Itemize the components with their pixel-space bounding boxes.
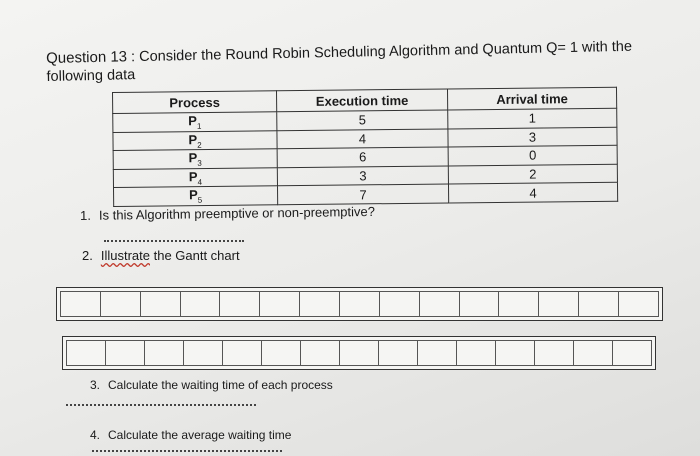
gantt-chart-row-1[interactable]	[56, 287, 663, 321]
header-execution-time: Execution time	[276, 89, 447, 112]
gantt-cell[interactable]	[101, 292, 141, 316]
cell-execution: 7	[277, 184, 448, 204]
cell-process: $P_3$	[113, 149, 277, 169]
gantt-cell[interactable]	[67, 341, 106, 365]
gantt-cell[interactable]	[141, 292, 181, 316]
question-item-3: 3. Calculate the waiting time of each process	[90, 378, 333, 392]
gantt-cell[interactable]	[340, 341, 379, 365]
gantt-cell[interactable]	[184, 341, 223, 365]
gantt-cell[interactable]	[418, 341, 457, 365]
gantt-cell[interactable]	[380, 292, 420, 316]
gantt-cell[interactable]	[145, 341, 184, 365]
question-item-1: 1. Is this Algorithm preemptive or non-preemptive?	[80, 203, 376, 223]
answer-line-1[interactable]	[104, 240, 244, 242]
gantt-cell[interactable]	[499, 292, 539, 316]
cell-process: $P_1$	[113, 112, 277, 132]
gantt-cell[interactable]	[260, 292, 300, 316]
process-table	[112, 87, 618, 207]
cell-arrival: 2	[448, 164, 617, 184]
gantt-cell[interactable]	[539, 292, 579, 316]
gantt-cell[interactable]	[220, 292, 260, 316]
cell-arrival: 1	[448, 108, 617, 128]
gantt-cell[interactable]	[496, 341, 535, 365]
gantt-cell[interactable]	[300, 292, 340, 316]
cell-process: $P_2$	[113, 130, 277, 150]
gantt-cell[interactable]	[420, 292, 460, 316]
gantt-cell[interactable]	[181, 292, 221, 316]
gantt-cell[interactable]	[579, 292, 619, 316]
gantt-cell[interactable]	[613, 341, 651, 365]
gantt-cell[interactable]	[340, 292, 380, 316]
gantt-cell[interactable]	[460, 292, 500, 316]
gantt-cell[interactable]	[223, 341, 262, 365]
gantt-cell[interactable]	[379, 341, 418, 365]
cell-arrival: 4	[448, 183, 617, 203]
gantt-cell[interactable]	[61, 292, 101, 316]
gantt-cell[interactable]	[574, 341, 613, 365]
cell-process: $P_4$	[113, 168, 277, 188]
question-label: Question 13	[46, 48, 128, 67]
question-text: : Consider the Round Robin Scheduling Algorithm and Quantum Q= 1 with the following data	[46, 38, 633, 85]
header-process: Process	[113, 91, 277, 114]
gantt-cell[interactable]	[457, 341, 496, 365]
gantt-cell[interactable]	[301, 341, 340, 365]
gantt-cell[interactable]	[535, 341, 574, 365]
cell-arrival: 3	[448, 127, 617, 147]
gantt-cell[interactable]	[106, 341, 145, 365]
question-item-2: 2. Illustrate the Gantt chart	[82, 248, 240, 263]
cell-execution: 3	[277, 166, 448, 186]
question-item-4: 4. Calculate the average waiting time	[90, 428, 292, 442]
cell-process: $P_5$	[114, 186, 278, 206]
header-arrival-time: Arrival time	[447, 87, 616, 110]
gantt-chart-row-2[interactable]	[62, 336, 656, 370]
cell-execution: 4	[277, 129, 448, 149]
gantt-cell[interactable]	[262, 341, 301, 365]
cell-execution: 5	[277, 110, 448, 130]
answer-line-3[interactable]	[66, 404, 256, 406]
cell-execution: 6	[277, 147, 448, 167]
gantt-cell[interactable]	[619, 292, 658, 316]
question-title	[46, 37, 667, 86]
answer-line-4[interactable]	[92, 450, 282, 452]
cell-arrival: 0	[448, 145, 617, 165]
